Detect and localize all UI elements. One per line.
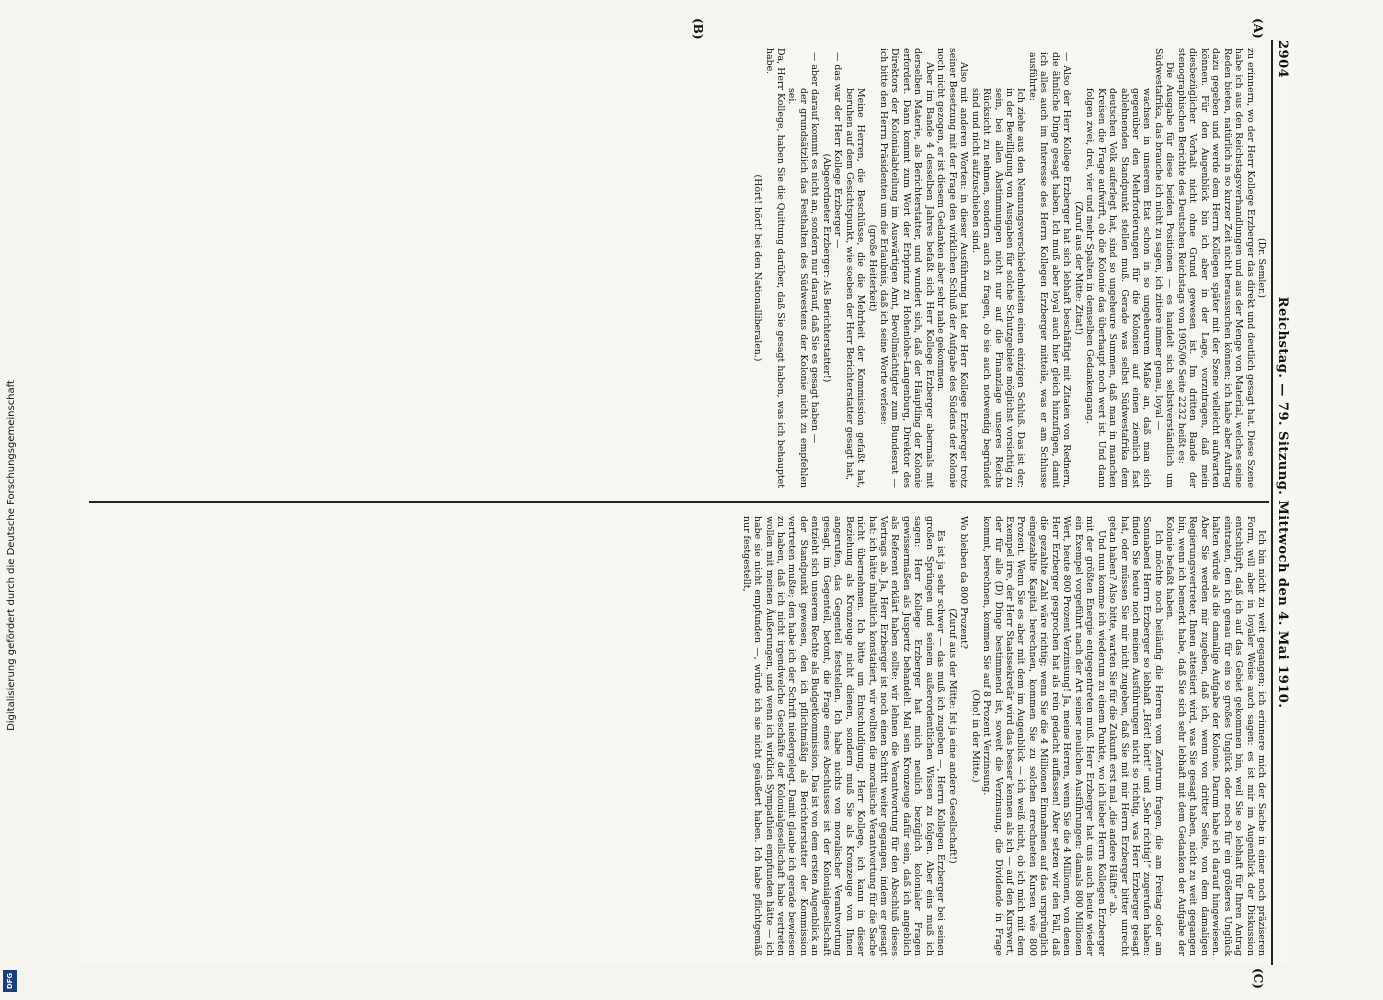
right-column-paragraph: Ich möchte noch beiläufig die Herren vom Zentrum fragen, die am Freitag oder am Sonnabend Herrn Erzberger so lebhaft „Hört! hört!“ und „Sehr richtig!“ zugerufen haben: finden Sie heute noch meinen Ausführungen nicht so richtig, was Herr Erzberger gesagt hat, oder müssen Sie mir nicht zugeben, daß Sie mit mir Herrn Erzberger bitter unrecht getan haben? Also bitte, warten Sie für die Zukunft erst mal „die andere Hälfte“ ab. xyxy=(1107,516,1164,956)
margin-letter-b: (B) xyxy=(691,18,705,40)
right-column-paragraph: Es ist ja sehr schwer — das muß ich zugeben —, Herrn Kollegen Erzberger bei seinen großen Sprüngen und seinem außerordentlichen Wissen zu folgen. Aber eins muß ich sagen: Herr Kollege Erzberger hat mich neulich bezüglich kolonialer Fragen gewissermaßen als Juspertz behandelt. Mal sein Kronzeuge dafür sein, daß ich angeblich als Referent erklärt haben sollte: wir lehnen die Verantwortung für den Abschluß dieses Vertrags ab. Ja, Herr Erzberger ist noch einen Schritt weiter gegangen, indem er gesagt hat: ich hätte inhaltlich konstatiert, wir wollten die moralische Verantwortung für die Sache nicht übernehmen. Ich bitte um Entschuldigung, Herr Kollege, ich kann in dieser Beziehung als Kronzeuge nicht dienen, sondern muß Sie als Kronzeuge von Ihnen angerufen, das Gegenteil feststellen. Ich habe nichts von moralischer Verantwortung gesagt, im Gegenteil, betont, die Frage eines Abschlusses ist der Kolonialgesellschaft entzieht sich unserem Rechte als Budgetkommission. Das ist von dem ersten Augenblick an der Standpunkt gewesen, den ich pflichtmäßig als Berichterstatter der Kommission vertreten mußte; den habe ich der Schrift niedergelegt. Damit glaube ich gerade bewiesen zu haben, daß ich nicht irgendwelche Geschäfte der Kolonialgesellschaft habe vertreten wollen mit meinen Äußerungen, und wenn ich wirklich Sympathien empfunden hätte — ich habe sie nicht empfunden —, würde ich sie nicht geäußert haben. Ich habe pflichtgemäß nur festgestellt, xyxy=(740,516,947,956)
dfg-logo xyxy=(3,970,17,992)
left-column-paragraph: zu erinnern, wo der Herr Kollege Erzberger das direkt und deutlich gesagt hat. Diese Szene habe ich aus den Reichstagsverhandlungen und aus der Menge von Material, welches seine Reden bieten, natürlich in so kurzer Zeit nicht heraussuchen können; ich habe aber Auftrag dazu gegeben und werde dem Herrn Kollegen später mit der Szene vielleicht aufwarten können. Für den Augenblick bin ich aber in der Lage, vorzutragen, daß mein diesbezüglicher Vorhalt nicht ohne Grund gewesen ist. Im dritten Bande der stenographischen Berichte des Deutschen Reichstags von 1905/06 Seite 2232 heißt es: xyxy=(1175,48,1256,488)
right-column-paragraph: (Oho! in der Mitte.) xyxy=(969,689,981,783)
left-column-paragraph: — Also der Herr Kollege Erzberger hat sich lebhaft beschäftigt mit Zitaten von Rednern, die ähnliche Dinge gesagt haben. Ich muß aber loyal auch hier gleich hinzufügen, damit ich alles auch im Interesse des Herrn Kollegen Erzberger mitteile, was er am Schlusse ausführte: xyxy=(1026,52,1073,488)
page-title: Reichstag. — 79. Sitzung. Mittwoch den 4. Mai 1910. xyxy=(1275,296,1290,709)
header-rule xyxy=(1271,40,1273,965)
right-column xyxy=(740,516,1267,956)
scanned-page xyxy=(80,18,1295,989)
left-column-paragraph: Aber im Bande 4 desselben Jahres befaßt sich Herr Kollege Erzberger abermals mit derselben Materie, als Berichterstatter, und wundert sich, daß der Häuptling der Kolonie erfordert. Dann kommt zum Wort der Erbprinz zu Hohenlohe-Langenburg, Direktor des Direktors der Kolonialabteilung im Auswärtigen Amt, Bevollmächtigter zum Bundesrat — ich bitte den Herrn Präsidenten um die Erlaubnis, daß ich seine Worte verlese: xyxy=(878,48,935,488)
left-column-paragraph: Meine Herren, die Beschlüsse, die die Mehrheit der Kommission gefaßt hat, beruhen auf dem Gesichtspunkt, wie soeben der Herr Berichterstatter gesagt hat, xyxy=(843,88,867,488)
left-column-paragraph: der grundsätzlich das Festhalten des Südwestens der Kolonie nicht zu empfehlen sei. xyxy=(786,88,809,488)
funding-note xyxy=(2,120,20,990)
left-column-paragraph: (Zuruf aus der Mitte: Zitat!) xyxy=(1072,201,1084,335)
left-column-paragraph: — aber darauf kommt es nicht an, sondern nur darauf, daß Sie es gesagt haben — xyxy=(809,52,821,444)
margin-letter-c: (C) xyxy=(1251,968,1265,989)
left-column-paragraph: (Hört! hört! bei den Nationalliberalen.) xyxy=(752,174,764,362)
funding-note-text: Digitalisierung gefördert durch die Deutsche Forschungsgemeinschaft xyxy=(5,379,17,731)
right-column-paragraph: (Zuruf aus der Mitte: Ist ja eine andere Gesellschaft!) xyxy=(946,608,958,864)
margin-letter-a: (A) xyxy=(1251,18,1265,39)
left-column xyxy=(752,48,1267,488)
right-column-paragraph: Ich bin nicht zu weit gegangen; ich erinnere mich der Sache in einer noch präziseren Form, will aber in loyaler Weise auch sagen: es ist mir im Augenblick der Diskussion entschlüpft, daß ich auf das Gebiet gekommen bin, weil Sie so lebhaft für Ihren Antrag eintraten, den ich genau für ein so großes Unglück oder noch für ein größeres Unglück halten würde als die damalige Aufgabe der Kolonie. Darum habe ich darauf hingewiesen. Aber Sie werden mir zugeben, daß ich, wenn von dritter Seite, von dem damaligen Regierungsvertreter, Ihnen attestiert wird, was Sie gesagt haben, nicht zu weit gegangen bin, wenn ich bemerkt habe, daß Sie sich sehr lebhaft mit dem Gedanken der Aufgabe der Kolonie befaßt haben. xyxy=(1164,516,1267,956)
right-column-paragraph: Und nun komme ich wiederum zu einem Punkte, wo ich lieber Herrn Kollegen Erzberger mit der größten Energie entgegentreten muß. Herr Erzberger hat uns auch heute wieder ein Exempel vorgeführt nach der Art seiner neulichen Ausführungen: damals 800 Millionen Wert, heute 800 Prozent Verzinsung! Ja, meine Herren, wenn Sie die 4 Millionen, von denen Herr Erzberger gesprochen hat als rein gedacht auffassen! Aber setzen wir den Fall, daß die gezahlte Zahl wäre richtig; wenn Sie die 4 Millionen Einnahmen auf das ursprünglich eingezahlte Kapital berechnen, kommen Sie zu solchen errechneten Kursen wie 800 Prozent. Wenn Sie es aber mit dem im Augenblick — ich weiß nicht, ob ich mich mit dem Exempel irre, der Herr Staatssekretär wird das besser kennen als ich — auf den Kurswert, der für alle (D) Dinge bestimmend ist, soweit die Verzinsung, die Dividende in Frage kommt, berechnen, kommen Sie auf 8 Prozent Verzinsung. xyxy=(981,516,1107,956)
page-header xyxy=(1275,40,1295,965)
left-column-paragraph: Die Ausgabe für diese beiden Positionen — es handelt sich selbstverständlich um Südwestafrika, das brauche ich nicht zu sagen, ich zitiere immer genau, loyal — xyxy=(1152,48,1176,488)
column-divider xyxy=(89,501,1269,503)
page-number: 2904 xyxy=(1275,40,1290,79)
left-column-paragraph: (Dr. Semler.) xyxy=(1256,237,1267,299)
left-column-paragraph: (große Heiterkeit) xyxy=(866,224,878,312)
left-column-paragraph: Also mit anderen Worten: in dieser Ausführung hat der Herr Kollege Erzberger trotz seiner Besetzung mit der Frage den wirklichen Schluß der Aufgabe des Südens der Kolonie noch nicht gezogen, er ist diesem Gedanken aber sehr nahe gekommen. xyxy=(935,48,970,488)
left-column-paragraph: — das war der Herr Kollege Erzberger — xyxy=(832,52,844,249)
dfg-logo-text: DFG xyxy=(6,972,14,990)
left-column-paragraph: Ich ziehe aus den Nennungsverschiedenheiten einen einzigen Schluß. Das ist der: in der Bewilligung von Ausgaben für solche Schutzgebiete möglichst vorsichtig zu sein, bei allen Abstimmungen nicht nur auf die Finanzlage unseres Reichs Rücksicht zu nehmen, sondern auch zu fragen, ob sie auch notwendig begründet sind und nicht aufzuschieben sind. xyxy=(969,88,1027,488)
left-column-paragraph: wachsen in unserem Etat schon in so ungeheurem Maße an, daß man sich gegenüber den Mehrforderungen für die Kolonien auf einen ziemlich fast ablehnenden Standpunkt stellen muß. Gerade was selbst Südwestafrika dem deutschen Volk auferlegt hat, sind so ungeheure Summen, daß man in manchen Kreisen die Frage aufwirft, ob die Kolonie das überhaupt noch wert ist. Und dann folgen zwei, drei, vier und mehr Spalten in demselben Gedankengang. xyxy=(1084,88,1153,488)
right-column-paragraph: Wo bleiben da 800 Prozent? xyxy=(958,516,970,649)
left-column-paragraph: Da, Herr Kollege, haben Sie die Quittung darüber, daß Sie gesagt haben, was ich behauptet habe. xyxy=(763,48,786,488)
left-column-paragraph: (Abgeordneter Erzberger: Als Berichterstatter!) xyxy=(820,153,832,383)
